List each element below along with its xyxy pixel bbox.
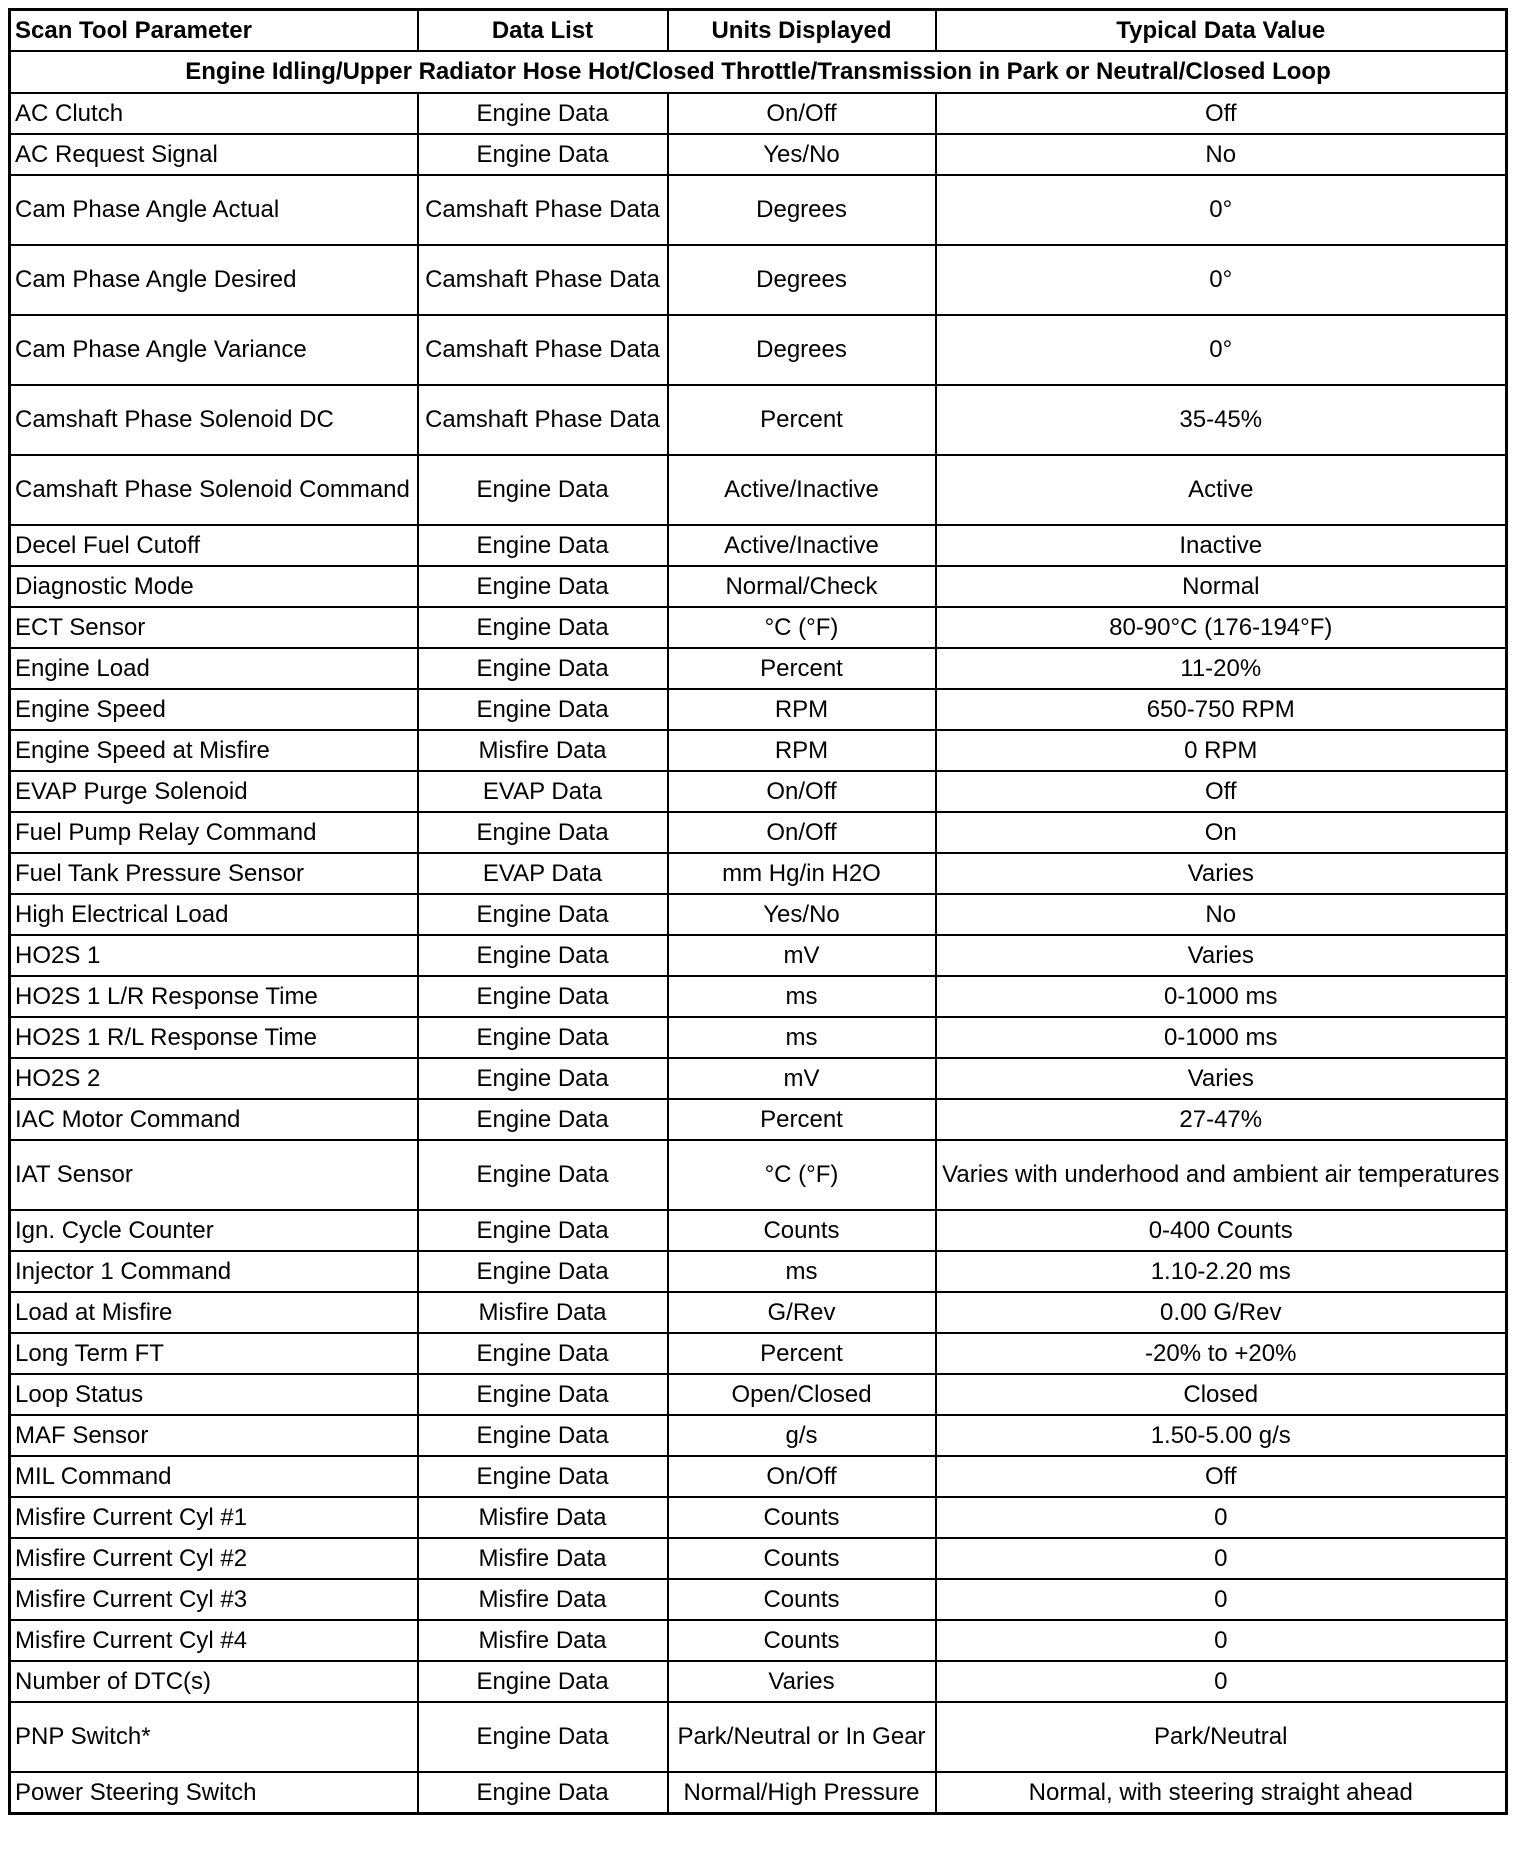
typical-value-cell: Varies with underhood and ambient air temperatures — [936, 1140, 1507, 1210]
parameter-cell: Ign. Cycle Counter — [10, 1210, 418, 1251]
units-cell: Counts — [668, 1210, 936, 1251]
typical-value-cell: No — [936, 894, 1507, 935]
typical-value-cell: 0° — [936, 175, 1507, 245]
data-list-cell: Engine Data — [418, 1099, 668, 1140]
scan-tool-data-table — [8, 8, 1508, 1815]
parameter-cell: Misfire Current Cyl #1 — [10, 1497, 418, 1538]
units-cell: Counts — [668, 1620, 936, 1661]
table-row — [10, 1292, 1507, 1333]
table-row — [10, 1333, 1507, 1374]
parameter-cell: Cam Phase Angle Desired — [10, 245, 418, 315]
data-list-cell: Camshaft Phase Data — [418, 385, 668, 455]
table-row — [10, 1579, 1507, 1620]
parameter-cell: AC Request Signal — [10, 134, 418, 175]
units-cell: Percent — [668, 1333, 936, 1374]
parameter-cell: Injector 1 Command — [10, 1251, 418, 1292]
data-list-cell: Engine Data — [418, 1415, 668, 1456]
parameter-cell: Fuel Tank Pressure Sensor — [10, 853, 418, 894]
typical-value-cell: 0 — [936, 1620, 1507, 1661]
units-cell: On/Off — [668, 93, 936, 134]
table-row — [10, 1374, 1507, 1415]
header-scan-tool-parameter: Scan Tool Parameter — [10, 10, 418, 52]
parameter-cell: Engine Speed at Misfire — [10, 730, 418, 771]
parameter-cell: High Electrical Load — [10, 894, 418, 935]
parameter-cell: IAC Motor Command — [10, 1099, 418, 1140]
units-cell: RPM — [668, 730, 936, 771]
data-list-cell: Engine Data — [418, 1333, 668, 1374]
parameter-cell: Cam Phase Angle Actual — [10, 175, 418, 245]
typical-value-cell: 1.50-5.00 g/s — [936, 1415, 1507, 1456]
table-row — [10, 1058, 1507, 1099]
units-cell: Degrees — [668, 175, 936, 245]
data-list-cell: EVAP Data — [418, 853, 668, 894]
table-row — [10, 894, 1507, 935]
table-row — [10, 853, 1507, 894]
header-typical-data-value: Typical Data Value — [936, 10, 1507, 52]
data-list-cell: Engine Data — [418, 935, 668, 976]
parameter-cell: EVAP Purge Solenoid — [10, 771, 418, 812]
table-row — [10, 1140, 1507, 1210]
parameter-cell: Number of DTC(s) — [10, 1661, 418, 1702]
table-row — [10, 1497, 1507, 1538]
typical-value-cell: On — [936, 812, 1507, 853]
table-row — [10, 771, 1507, 812]
units-cell: Active/Inactive — [668, 525, 936, 566]
table-row — [10, 134, 1507, 175]
units-cell: Degrees — [668, 315, 936, 385]
typical-value-cell: 0 — [936, 1538, 1507, 1579]
parameter-cell: Decel Fuel Cutoff — [10, 525, 418, 566]
data-list-cell: Engine Data — [418, 93, 668, 134]
typical-value-cell: 0 — [936, 1661, 1507, 1702]
table-row — [10, 976, 1507, 1017]
typical-value-cell: Inactive — [936, 525, 1507, 566]
parameter-cell: HO2S 1 — [10, 935, 418, 976]
parameter-cell: HO2S 2 — [10, 1058, 418, 1099]
typical-value-cell: 0 — [936, 1497, 1507, 1538]
table-row — [10, 730, 1507, 771]
typical-value-cell: Active — [936, 455, 1507, 525]
data-list-cell: Engine Data — [418, 455, 668, 525]
units-cell: Percent — [668, 1099, 936, 1140]
parameter-cell: Camshaft Phase Solenoid Command — [10, 455, 418, 525]
units-cell: RPM — [668, 689, 936, 730]
units-cell: Counts — [668, 1538, 936, 1579]
data-list-cell: Camshaft Phase Data — [418, 175, 668, 245]
parameter-cell: Long Term FT — [10, 1333, 418, 1374]
units-cell: Percent — [668, 648, 936, 689]
data-list-cell: Camshaft Phase Data — [418, 245, 668, 315]
units-cell: Counts — [668, 1579, 936, 1620]
data-list-cell: Engine Data — [418, 1661, 668, 1702]
table-row — [10, 607, 1507, 648]
condition-row — [10, 51, 1507, 93]
typical-value-cell: Varies — [936, 853, 1507, 894]
units-cell: mV — [668, 935, 936, 976]
units-cell: g/s — [668, 1415, 936, 1456]
parameter-cell: AC Clutch — [10, 93, 418, 134]
data-list-cell: Engine Data — [418, 1702, 668, 1772]
units-cell: Park/Neutral or In Gear — [668, 1702, 936, 1772]
parameter-cell: Engine Speed — [10, 689, 418, 730]
data-list-cell: Engine Data — [418, 1456, 668, 1497]
units-cell: Yes/No — [668, 134, 936, 175]
typical-value-cell: 0.00 G/Rev — [936, 1292, 1507, 1333]
data-list-cell: Engine Data — [418, 1140, 668, 1210]
table-row — [10, 566, 1507, 607]
data-list-cell: Misfire Data — [418, 1579, 668, 1620]
units-cell: Varies — [668, 1661, 936, 1702]
units-cell: ms — [668, 976, 936, 1017]
table-row — [10, 935, 1507, 976]
typical-value-cell: Off — [936, 93, 1507, 134]
parameter-cell: HO2S 1 L/R Response Time — [10, 976, 418, 1017]
units-cell: mm Hg/in H2O — [668, 853, 936, 894]
data-list-cell: Misfire Data — [418, 730, 668, 771]
data-list-cell: Engine Data — [418, 134, 668, 175]
parameter-cell: HO2S 1 R/L Response Time — [10, 1017, 418, 1058]
units-cell: ms — [668, 1017, 936, 1058]
table-row — [10, 1251, 1507, 1292]
parameter-cell: MIL Command — [10, 1456, 418, 1497]
units-cell: Normal/Check — [668, 566, 936, 607]
parameter-cell: PNP Switch* — [10, 1702, 418, 1772]
units-cell: Yes/No — [668, 894, 936, 935]
table-row — [10, 93, 1507, 134]
typical-value-cell: 80-90°C (176-194°F) — [936, 607, 1507, 648]
parameter-cell: ECT Sensor — [10, 607, 418, 648]
data-list-cell: Engine Data — [418, 566, 668, 607]
typical-value-cell: 0° — [936, 245, 1507, 315]
typical-value-cell: Varies — [936, 1058, 1507, 1099]
table-row — [10, 1661, 1507, 1702]
table-row — [10, 385, 1507, 455]
data-list-cell: Engine Data — [418, 1251, 668, 1292]
data-list-cell: Camshaft Phase Data — [418, 315, 668, 385]
units-cell: Active/Inactive — [668, 455, 936, 525]
table-row — [10, 1620, 1507, 1661]
data-list-cell: Engine Data — [418, 976, 668, 1017]
table-row — [10, 1017, 1507, 1058]
table-row — [10, 1210, 1507, 1251]
data-list-cell: Misfire Data — [418, 1292, 668, 1333]
parameter-cell: Loop Status — [10, 1374, 418, 1415]
parameter-cell: Engine Load — [10, 648, 418, 689]
table-row — [10, 648, 1507, 689]
table-row — [10, 175, 1507, 245]
typical-value-cell: 0 — [936, 1579, 1507, 1620]
table-row — [10, 1456, 1507, 1497]
units-cell: On/Off — [668, 771, 936, 812]
data-list-cell: Engine Data — [418, 1210, 668, 1251]
table-row — [10, 315, 1507, 385]
header-row — [10, 10, 1507, 52]
typical-value-cell: 11-20% — [936, 648, 1507, 689]
parameter-cell: MAF Sensor — [10, 1415, 418, 1456]
typical-value-cell: Closed — [936, 1374, 1507, 1415]
typical-value-cell: No — [936, 134, 1507, 175]
operating-condition: Engine Idling/Upper Radiator Hose Hot/Closed Throttle/Transmission in Park or Neutral/Closed Loop — [10, 51, 1507, 93]
typical-value-cell: Off — [936, 1456, 1507, 1497]
data-list-cell: Engine Data — [418, 525, 668, 566]
data-list-cell: Engine Data — [418, 648, 668, 689]
typical-value-cell: 650-750 RPM — [936, 689, 1507, 730]
parameter-cell: Misfire Current Cyl #4 — [10, 1620, 418, 1661]
typical-value-cell: Off — [936, 771, 1507, 812]
units-cell: G/Rev — [668, 1292, 936, 1333]
data-list-cell: Engine Data — [418, 1772, 668, 1814]
units-cell: Percent — [668, 385, 936, 455]
units-cell: On/Off — [668, 1456, 936, 1497]
data-list-cell: Engine Data — [418, 607, 668, 648]
typical-value-cell: 0-1000 ms — [936, 976, 1507, 1017]
units-cell: Degrees — [668, 245, 936, 315]
parameter-cell: Camshaft Phase Solenoid DC — [10, 385, 418, 455]
table-row — [10, 1415, 1507, 1456]
table-row — [10, 245, 1507, 315]
typical-value-cell: 27-47% — [936, 1099, 1507, 1140]
units-cell: Open/Closed — [668, 1374, 936, 1415]
units-cell: mV — [668, 1058, 936, 1099]
typical-value-cell: 0 RPM — [936, 730, 1507, 771]
data-list-cell: Engine Data — [418, 1374, 668, 1415]
typical-value-cell: 0-400 Counts — [936, 1210, 1507, 1251]
data-list-cell: Engine Data — [418, 894, 668, 935]
data-list-cell: Engine Data — [418, 689, 668, 730]
typical-value-cell: 0° — [936, 315, 1507, 385]
data-list-cell: Misfire Data — [418, 1538, 668, 1579]
typical-value-cell: Park/Neutral — [936, 1702, 1507, 1772]
units-cell: ms — [668, 1251, 936, 1292]
parameter-cell: Diagnostic Mode — [10, 566, 418, 607]
table-row — [10, 689, 1507, 730]
header-units-displayed: Units Displayed — [668, 10, 936, 52]
typical-value-cell: 1.10-2.20 ms — [936, 1251, 1507, 1292]
typical-value-cell: 35-45% — [936, 385, 1507, 455]
typical-value-cell: Normal — [936, 566, 1507, 607]
parameter-cell: Misfire Current Cyl #3 — [10, 1579, 418, 1620]
data-list-cell: EVAP Data — [418, 771, 668, 812]
table-row — [10, 812, 1507, 853]
data-list-cell: Engine Data — [418, 1058, 668, 1099]
units-cell: °C (°F) — [668, 607, 936, 648]
parameter-cell: IAT Sensor — [10, 1140, 418, 1210]
data-list-cell: Misfire Data — [418, 1620, 668, 1661]
data-list-cell: Engine Data — [418, 1017, 668, 1058]
parameter-cell: Fuel Pump Relay Command — [10, 812, 418, 853]
typical-value-cell: Varies — [936, 935, 1507, 976]
units-cell: Counts — [668, 1497, 936, 1538]
parameter-cell: Misfire Current Cyl #2 — [10, 1538, 418, 1579]
typical-value-cell: Normal, with steering straight ahead — [936, 1772, 1507, 1814]
table-row — [10, 455, 1507, 525]
units-cell: Normal/High Pressure — [668, 1772, 936, 1814]
units-cell: On/Off — [668, 812, 936, 853]
data-list-cell: Misfire Data — [418, 1497, 668, 1538]
header-data-list: Data List — [418, 10, 668, 52]
data-list-cell: Engine Data — [418, 812, 668, 853]
parameter-cell: Power Steering Switch — [10, 1772, 418, 1814]
table-row — [10, 1099, 1507, 1140]
typical-value-cell: 0-1000 ms — [936, 1017, 1507, 1058]
table-row — [10, 525, 1507, 566]
parameter-cell: Load at Misfire — [10, 1292, 418, 1333]
units-cell: °C (°F) — [668, 1140, 936, 1210]
table-row — [10, 1772, 1507, 1814]
typical-value-cell: -20% to +20% — [936, 1333, 1507, 1374]
table-row — [10, 1538, 1507, 1579]
parameter-cell: Cam Phase Angle Variance — [10, 315, 418, 385]
table-row — [10, 1702, 1507, 1772]
